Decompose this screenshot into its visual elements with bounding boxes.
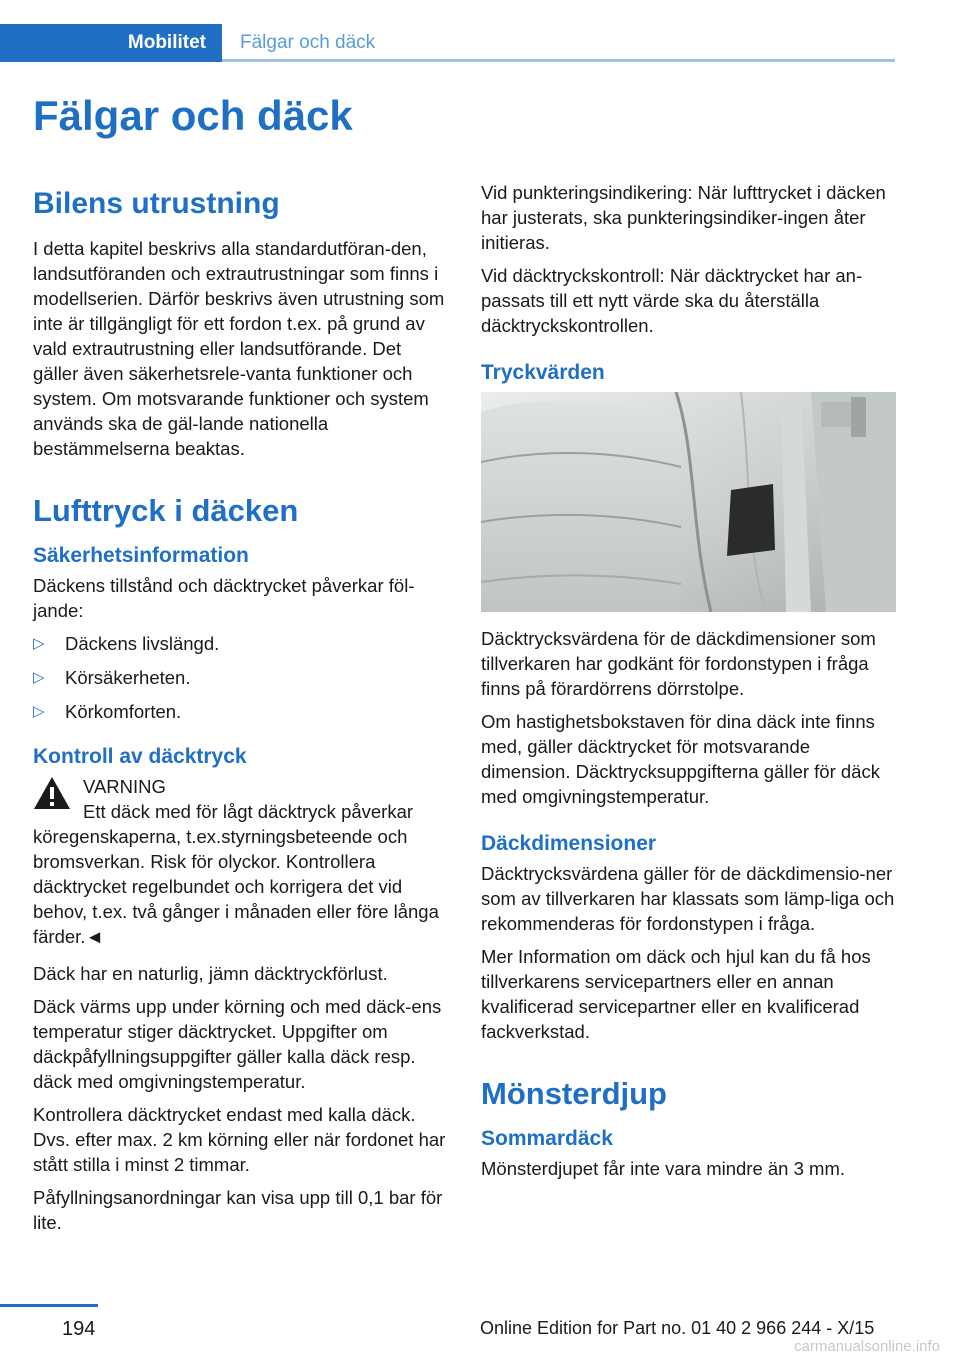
- list-item: ▷ Däckens livslängd.: [33, 633, 220, 654]
- paragraph: Kontrollera däcktrycket endast med kalla däck. Dvs. efter max. 2 km körning eller när fordonet har stått stilla i minst 2 timmar.: [33, 1104, 446, 1175]
- values-heading: Tryckvärden: [481, 361, 605, 384]
- triangle-bullet-icon: ▷: [33, 669, 45, 686]
- topic-tab[interactable]: Fälgar och däck: [240, 32, 376, 53]
- paragraph: Vid däcktryckskontroll: När däcktrycket har an-passats till ett nytt värde ska du återställa däcktryckskontrollen.: [481, 265, 863, 336]
- summer-heading: Sommardäck: [481, 1127, 613, 1150]
- equipment-text: I detta kapitel beskrivs alla standardutföran-den, landsutföranden och extrautrustningar som finns i modellserien. Därför beskrivs även utrustning som inte är tillgängligt för ett fordon t.ex. på grund av vald extrautrustning eller landsutförande. Det gäller även säkerhetsrele-vanta funktioner och system. Om motsvarande funktioner och system används ska de gäl-lande nationella bestämmelserna beaktas.: [33, 238, 445, 459]
- list-item: ▷ Körkomforten.: [33, 701, 182, 722]
- warning-first-line: Ett däck med för lågt däcktryck påverkar: [83, 801, 414, 822]
- safety-intro: Däckens tillstånd och däcktrycket påverkar föl-jande:: [33, 575, 415, 621]
- edition-text: Online Edition for Part no. 01 40 2 966 244 - X/15: [480, 1318, 875, 1338]
- list-item: ▷ Körsäkerheten.: [33, 667, 191, 688]
- paragraph: Om hastighetsbokstaven för dina däck inte finns med, gäller däcktrycket för motsvarande dimension. Däcktrycksuppgifterna gäller för däck med omgivningstemperatur.: [481, 711, 880, 807]
- header-rule: [222, 59, 895, 62]
- triangle-bullet-icon: ▷: [33, 635, 45, 652]
- header-tabs: [0, 24, 895, 62]
- page-title: Fälgar och däck: [33, 92, 353, 139]
- warning-triangle-icon: [33, 776, 71, 810]
- dimensions-heading: Däckdimensioner: [481, 832, 657, 855]
- warning-title: VARNING: [83, 776, 166, 797]
- right-column: [481, 180, 896, 1189]
- tread-heading: Mönsterdjup: [481, 1076, 667, 1111]
- paragraph: Vid punkteringsindikering: När lufttrycket i däcken har justerats, ska punkteringsindiker-ingen åter initieras.: [481, 182, 886, 253]
- paragraph: Däcktrycksvärdena för de däckdimensioner som tillverkaren har godkänt för fordonstypen i fråga finns på förardörrens dörrstolpe.: [481, 628, 876, 699]
- paragraph: Påfyllningsanordningar kan visa upp till 0,1 bar för lite.: [33, 1187, 443, 1233]
- paragraph: Mönsterdjupet får inte vara mindre än 3 mm.: [481, 1158, 845, 1179]
- pressure-heading: Lufttryck i däcken: [33, 493, 299, 528]
- check-heading: Kontroll av däcktryck: [33, 745, 247, 768]
- paragraph: Däck har en naturlig, jämn däcktryckförlust.: [33, 963, 388, 984]
- door-pillar-label-photo: [481, 392, 896, 612]
- equipment-heading: Bilens utrustning: [33, 187, 280, 220]
- paragraph: Däck värms upp under körning och med däck-ens temperatur stiger däcktrycket. Uppgifter om däckpåfyllningsuppgifter gäller kalla däck resp. däck med omgivningstemperatur.: [33, 996, 442, 1092]
- safety-heading: Säkerhetsinformation: [33, 544, 249, 567]
- safety-list: [33, 631, 448, 724]
- triangle-bullet-icon: ▷: [33, 703, 45, 720]
- warning-box: [33, 774, 448, 949]
- watermark: carmanualsonline.info: [794, 1338, 940, 1355]
- footer-rule: [0, 1304, 98, 1307]
- paragraph: Mer Information om däck och hjul kan du få hos tillverkarens servicepartners eller en annan kvalificerad servicepartner eller en kvalificerad fackverkstad.: [481, 946, 871, 1042]
- page-number: 194: [62, 1318, 96, 1340]
- section-tab[interactable]: Mobilitet: [0, 24, 222, 62]
- warning-text: köregenskaperna, t.ex.styrningsbeteende och bromsverkan. Risk för olyckor. Kontrollera däcktrycket regelbundet och korrigera det vid behov, t.ex. två gånger i månaden eller före långa färder.◄: [33, 826, 439, 947]
- paragraph: Däcktrycksvärdena gäller för de däckdimensio-ner som av tillverkaren har klassats som lämp-liga och rekommenderas för fordonstypen i fråga.: [481, 863, 895, 934]
- left-column: [33, 180, 448, 1243]
